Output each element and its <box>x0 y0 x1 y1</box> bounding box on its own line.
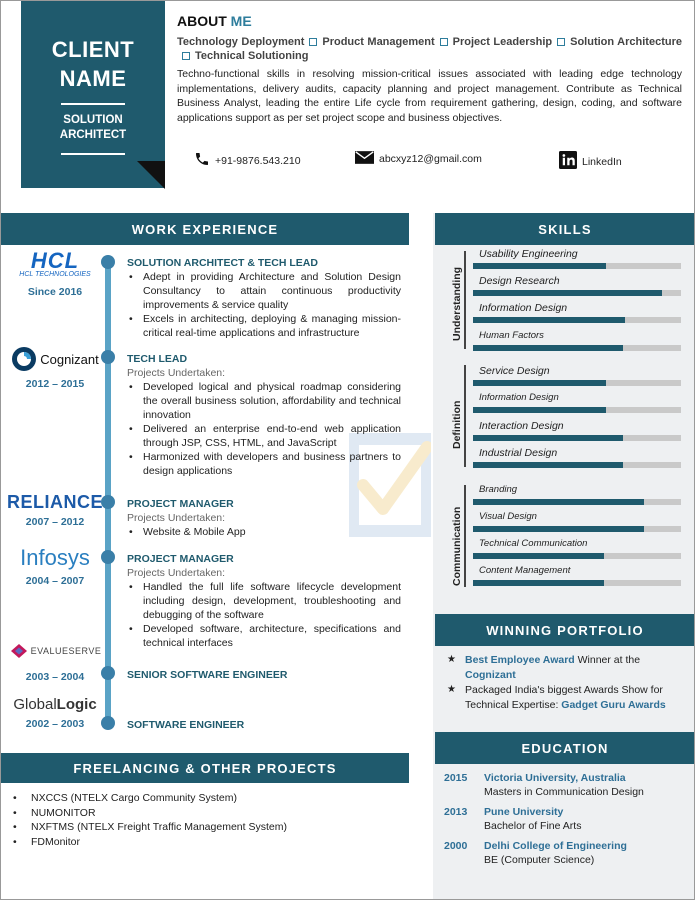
skill-bar-fill <box>473 435 623 441</box>
list-item: • Handled the full life software lifecycle development including design, development, troubleshooting and debugging of the software <box>127 580 401 622</box>
globallogic-logo <box>7 696 103 714</box>
education-degree: BE (Computer Science) <box>484 854 595 866</box>
award-text: Packaged India's biggest Awards Show for Technical Expertise: <box>465 684 663 711</box>
education-entry <box>444 805 684 833</box>
list-item: • NUMONITOR <box>11 806 287 821</box>
list-item: • NXFTMS (NTELX Freight Traffic Management System) <box>11 820 287 835</box>
job-years: 2007 – 2012 <box>25 516 85 528</box>
work-experience-header: WORK EXPERIENCE <box>1 213 409 245</box>
projects-label: Projects Undertaken: <box>127 567 226 579</box>
list-item: • NXCCS (NTELX Cargo Community System) <box>11 791 287 806</box>
contact-linkedin[interactable] <box>559 151 622 172</box>
client-name-line1: CLIENT <box>51 37 135 62</box>
linkedin-label: LinkedIn <box>582 155 622 168</box>
skill-item <box>473 365 683 386</box>
freelancing-header: FREELANCING & OTHER PROJECTS <box>1 753 409 783</box>
infosys-logo: Infosys <box>20 545 90 570</box>
job-entry <box>127 668 401 682</box>
skill-name: Service Design <box>479 365 550 377</box>
evalueserve-logo <box>7 643 103 659</box>
job-entry <box>127 718 401 732</box>
job-bullets <box>127 525 401 539</box>
evalueserve-mark-icon <box>9 643 29 659</box>
list-item: • Harmonized with developers and business partners to design applications <box>127 450 401 478</box>
square-bullet-icon <box>557 38 565 46</box>
skill-bar-fill <box>473 380 606 386</box>
company-infosys <box>7 546 103 587</box>
skill-bar-track <box>473 263 681 269</box>
skill-item <box>473 420 683 441</box>
role-line2: ARCHITECT <box>59 129 127 141</box>
evalueserve-wordmark: EVALUESERVE <box>30 646 102 656</box>
skill-bar-fill <box>473 462 623 468</box>
job-entry <box>127 256 401 340</box>
name-box <box>21 1 165 188</box>
client-name-line2: NAME <box>59 66 127 91</box>
skill-name: Information Design <box>479 302 568 314</box>
skill-name: Industrial Design <box>479 447 558 459</box>
skill-item <box>473 275 683 296</box>
cognizant-wordmark: Cognizant <box>40 351 99 367</box>
skill-item <box>473 511 683 532</box>
skill-group-bracket <box>464 485 466 587</box>
key-skill: Product Management <box>322 36 435 48</box>
skill-name: Branding <box>479 484 518 495</box>
key-skills-line <box>177 35 682 63</box>
company-hcl <box>7 248 103 298</box>
award-text: Winner at the <box>574 654 641 666</box>
job-years: 2002 – 2003 <box>25 718 85 730</box>
skill-item <box>473 330 683 351</box>
skill-bar-track <box>473 380 681 386</box>
job-bullets <box>127 580 401 650</box>
about-summary: Techno-functional skills in resolving mission-critical issues associated with leading edge technology implementations, delivery audits, capacity planning and project management. Contribute as Technical Business Analyst, leading the entire Life cycle from requirement gathering, design, coding, and software applications support as per set project scope and business objectives. <box>177 68 682 124</box>
skill-group-bracket <box>464 365 466 467</box>
square-bullet-icon <box>309 38 317 46</box>
list-item: • Excels in architecting, deploying & managing mission-critical real-time applications and infrastructure <box>127 312 401 340</box>
skill-item <box>473 538 683 559</box>
skill-bar-fill <box>473 499 644 505</box>
job-title: SOFTWARE ENGINEER <box>127 719 245 731</box>
skill-bar-fill <box>473 553 604 559</box>
cognizant-mark-icon <box>11 346 37 372</box>
star-icon: ★ <box>447 684 456 695</box>
job-years: 2003 – 2004 <box>25 671 85 683</box>
skill-bar-fill <box>473 263 606 269</box>
portfolio-list <box>445 653 685 713</box>
about-section <box>177 13 682 125</box>
skill-name: Technical Communication <box>479 538 588 549</box>
education-institution: Victoria University, Australia <box>484 772 626 784</box>
list-item: • FDMonitor <box>11 835 287 850</box>
skill-bar-fill <box>473 526 644 532</box>
education-entry <box>444 771 684 799</box>
education-header: EDUCATION <box>435 732 695 764</box>
hcl-logo-subtitle: HCL TECHNOLOGIES <box>19 271 91 278</box>
timeline-dot <box>101 350 115 364</box>
education-institution: Pune University <box>484 806 564 818</box>
education-degree: Masters in Communication Design <box>484 786 644 798</box>
skill-group-label: Communication <box>451 506 463 586</box>
skill-bar-track <box>473 526 681 532</box>
timeline-dot <box>101 716 115 730</box>
star-icon: ★ <box>447 654 456 665</box>
projects-label: Projects Undertaken: <box>127 512 226 524</box>
skill-group-label: Understanding <box>451 266 463 341</box>
education-year: 2000 <box>444 840 468 852</box>
skill-name: Content Management <box>479 565 571 576</box>
job-title: PROJECT MANAGER <box>127 498 234 510</box>
key-skill: Technology Deployment <box>177 36 305 48</box>
job-entry <box>127 497 401 539</box>
skill-bar-fill <box>473 345 623 351</box>
reliance-logo: RELIANCE <box>6 492 103 512</box>
skill-item <box>473 302 683 323</box>
skill-group-bracket <box>464 251 466 349</box>
key-skill: Solution Architecture <box>570 36 682 48</box>
key-skill: Project Leadership <box>452 36 553 48</box>
freelance-list <box>11 791 287 849</box>
hcl-logo: HCL <box>30 248 80 273</box>
job-bullets <box>127 380 401 478</box>
skill-bar-track <box>473 580 681 586</box>
skill-name: Design Research <box>479 275 560 287</box>
cognizant-logo <box>7 346 103 372</box>
skill-bar-track <box>473 407 681 413</box>
timeline-dot <box>101 255 115 269</box>
company-evalueserve <box>7 643 103 683</box>
skill-item <box>473 565 683 586</box>
skill-bar-track <box>473 317 681 323</box>
skill-name: Human Factors <box>479 330 544 341</box>
linkedin-icon <box>559 151 577 172</box>
square-bullet-icon <box>182 52 190 60</box>
company-reliance <box>5 493 105 528</box>
list-item: • Delivered an enterprise end-to-end web application through JSP, CSS, HTML, and JavaScript <box>127 422 401 450</box>
skill-bar-fill <box>473 317 625 323</box>
award-name: Gadget Guru Awards <box>561 698 666 711</box>
skill-bar-track <box>473 290 681 296</box>
list-item <box>445 653 685 682</box>
client-name <box>21 35 165 93</box>
globallogic-wordmark: Global <box>13 696 57 713</box>
timeline-dot <box>101 666 115 680</box>
email-address: abcxyz12@gmail.com <box>379 153 482 165</box>
divider <box>61 153 125 155</box>
company-globallogic <box>7 696 103 730</box>
skill-item <box>473 447 683 468</box>
role-title <box>21 113 165 143</box>
about-title-accent: ME <box>230 13 252 29</box>
skill-bar-track <box>473 435 681 441</box>
globallogic-wordmark-bold: Logic <box>56 696 97 713</box>
skill-item <box>473 392 683 413</box>
skills-header: SKILLS <box>435 213 695 245</box>
award-name: Best Employee Award <box>465 654 575 666</box>
page-fold-decoration <box>137 161 165 189</box>
skill-bar-fill <box>473 407 606 413</box>
list-item: • Website & Mobile App <box>127 525 401 539</box>
projects-label: Projects Undertaken: <box>127 367 226 379</box>
skill-name: Visual Design <box>479 511 537 522</box>
job-entry <box>127 352 401 478</box>
award-org: Cognizant <box>465 668 516 681</box>
skill-bar-track <box>473 499 681 505</box>
phone-number: +91-9876.543.210 <box>215 154 301 167</box>
job-years: 2012 – 2015 <box>25 378 85 390</box>
education-entry <box>444 839 684 867</box>
job-title: TECH LEAD <box>127 353 188 365</box>
skill-bar-fill <box>473 290 662 296</box>
contact-phone[interactable] <box>194 151 301 170</box>
skill-name: Interaction Design <box>479 420 564 432</box>
timeline-dot <box>101 550 115 564</box>
skill-item <box>473 484 683 505</box>
list-item <box>445 683 685 712</box>
skill-name: Information Design <box>479 392 559 403</box>
job-bullets <box>127 270 401 340</box>
list-item: • Developed logical and physical roadmap considering the overall business solution, affordability and technical innovation <box>127 380 401 422</box>
skill-name: Usability Engineering <box>479 248 578 260</box>
contact-email[interactable] <box>355 151 482 167</box>
skill-bar-track <box>473 345 681 351</box>
envelope-icon <box>355 151 374 167</box>
education-year: 2013 <box>444 806 468 818</box>
skill-bar-track <box>473 462 681 468</box>
divider <box>61 103 125 105</box>
job-title: SOLUTION ARCHITECT & TECH LEAD <box>127 257 318 269</box>
square-bullet-icon <box>440 38 448 46</box>
job-years: 2004 – 2007 <box>25 575 85 587</box>
timeline-line <box>105 255 111 721</box>
skill-item <box>473 248 683 269</box>
job-title: SENIOR SOFTWARE ENGINEER <box>127 669 288 681</box>
company-cognizant <box>7 346 103 390</box>
skill-bar-fill <box>473 580 604 586</box>
education-degree: Bachelor of Fine Arts <box>484 820 582 832</box>
education-year: 2015 <box>444 772 468 784</box>
job-entry <box>127 552 401 650</box>
winning-portfolio-header: WINNING PORTFOLIO <box>435 614 695 646</box>
job-years: Since 2016 <box>27 286 83 298</box>
phone-icon <box>194 151 210 170</box>
list-item: • Adept in providing Architecture and Solution Design Consultancy to attain continuous productivity improvements & service quality <box>127 270 401 312</box>
skill-bar-track <box>473 553 681 559</box>
about-title <box>177 13 682 29</box>
job-title: PROJECT MANAGER <box>127 553 234 565</box>
about-title-main: ABOUT <box>177 13 231 29</box>
key-skill: Technical Solutioning <box>195 50 309 62</box>
skill-group-label: Definition <box>451 400 463 449</box>
list-item: • Developed software, architecture, specifications and technical interfaces <box>127 622 401 650</box>
role-line1: SOLUTION <box>63 114 123 126</box>
education-institution: Delhi College of Engineering <box>484 840 627 852</box>
